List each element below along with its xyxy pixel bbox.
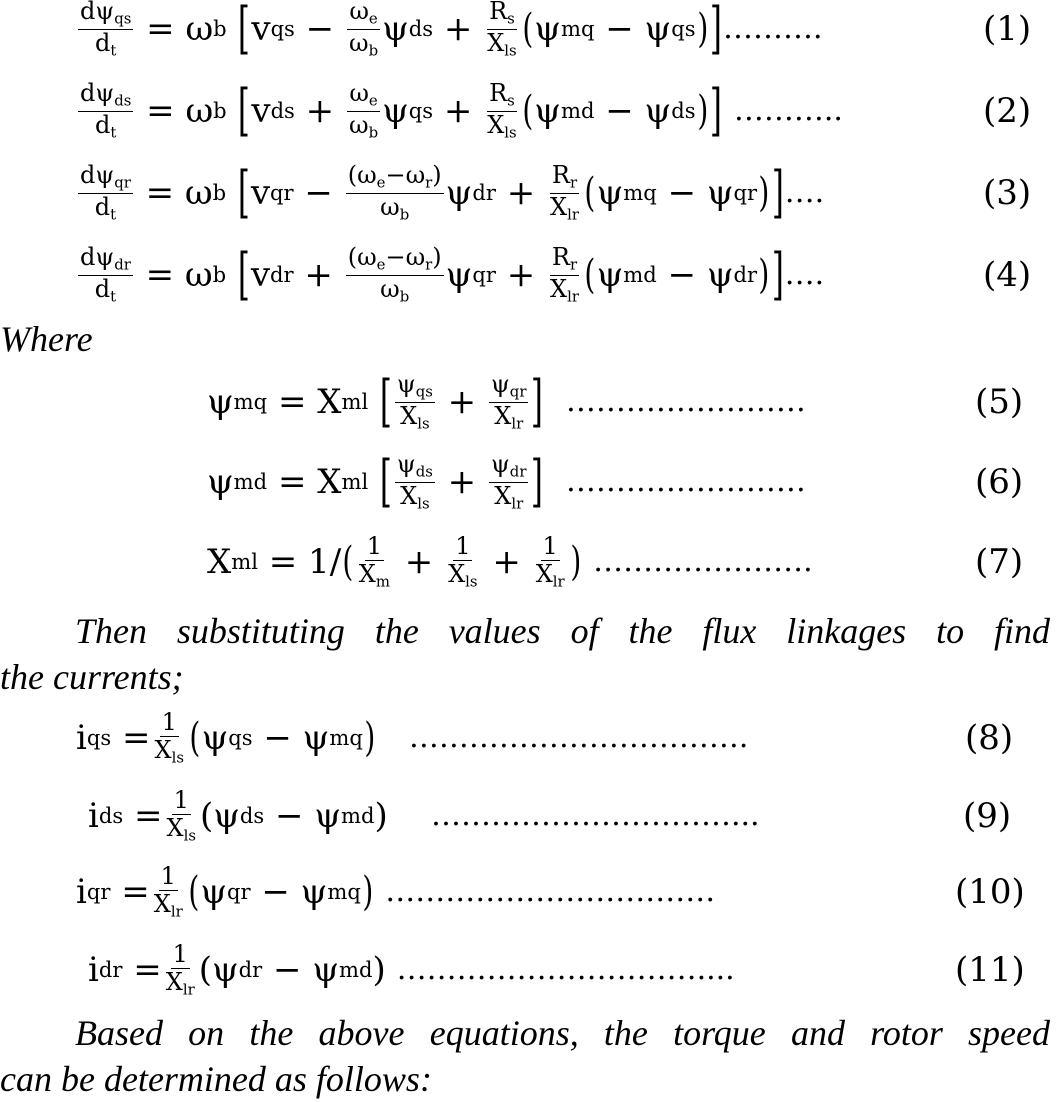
equation-6: ψ md = X ml [ $\frac{\psi_{ds}}{X_{ls}}$ + $\frac{\psi_{dr}}{X_{lr}}$ ] …………………… (6) [207, 448, 1024, 514]
equation-number: (6) [975, 462, 1024, 502]
equation-number: (5) [975, 382, 1024, 422]
equation-10: i qr = $\frac{1}{X_{lr}}$ ( ψ qr − ψ mq ) …………………………… (10) [76, 861, 1025, 921]
equation-number: (7) [975, 542, 1024, 582]
equation-number: (4) [983, 255, 1032, 295]
equation-5: ψ mq = X ml [ $\frac{\psi_{qs}}{X_{ls}}$ + $\frac{\psi_{qr}}{X_{lr}}$ ] …………………… (5) [207, 368, 1024, 434]
equation-number: (1) [983, 9, 1032, 49]
equation-9: i ds = $\frac{1}{X_{ls}}$ (ψ ds − ψ md ) …………………………... (9) [88, 785, 1012, 845]
where-label: Where [0, 319, 93, 359]
leader-dots: …………………… [565, 384, 806, 419]
equation-number: (3) [983, 173, 1032, 213]
equation-number: (10) [955, 872, 1025, 912]
equation-number: (2) [983, 91, 1032, 131]
equation-number: (8) [965, 718, 1014, 758]
equation-1: $\frac{d\psi_{qs}}{d_t}$ = ω b [ v qs − $\frac{\omega_e}{\omega_b}$ ψ ds + $\frac{R_s}{X_{ls}}$ ( ψ mq − ψ qs ) ] ………. (1) [80, 0, 1032, 61]
equation-11: i dr = $\frac{1}{X_{lr}}$ (ψ dr − ψ md ) ………………………….... (11) [88, 939, 1025, 999]
leader-dots: …………………. [593, 544, 813, 579]
leader-dots: …. [784, 175, 825, 210]
paragraph-based-on-line-2: can be determined as follows: [0, 1059, 432, 1099]
equation-3: $\frac{d\psi_{qr}}{d_t}$ = ω b [ v qr − $\frac{(\omega_e-\omega_r)}{\omega_b}$ ψ dr + $\frac{R_r}{X_{lr}}$ ( ψ mq − ψ qr ) ] …. (3) [80, 159, 1032, 225]
equation-7: X ml = 1/ ( $\frac{1}{X_m}$ + $\frac{1}{X_{ls}}$ + $\frac{1}{X_{lr}}$ ) …………………. (7) [207, 531, 1024, 591]
paragraph-based-on-line-1: Based on the above equations, the torque and rotor speed [75, 1013, 1050, 1053]
equation-number: (11) [955, 950, 1025, 990]
equation-2: $\frac{d\psi_{ds}}{d_t}$ = ω b [ v ds + $\frac{\omega_e}{\omega_b}$ ψ qs + $\frac{R_s}{X_{ls}}$ ( ψ md − ψ ds ) ] ……….. (2) [80, 77, 1032, 143]
leader-dots: ………. [723, 11, 823, 46]
leader-dots: ………………………….... [396, 952, 735, 987]
leader-dots: ……….. [733, 93, 843, 128]
leader-dots: …. [784, 257, 825, 292]
leader-dots: …………………………... [430, 798, 760, 833]
paragraph-substituting-line-2: the currents; [0, 657, 184, 697]
equation-number: (9) [963, 796, 1012, 836]
paragraph-substituting-line-1: Then substituting the values of the flux linkages to find [75, 611, 1050, 651]
leader-dots: …………………… [565, 464, 806, 499]
equation-8: i qs = $\frac{1}{X_{ls}}$ ( ψ qs − ψ mq ) ……………………………. (8) [76, 707, 1014, 767]
leader-dots: …………………………… [385, 874, 716, 909]
leader-dots: ……………………………. [408, 720, 749, 755]
equation-4: $\frac{d\psi_{dr}}{d_t}$ = ω b [ v dr + $\frac{(\omega_e-\omega_r)}{\omega_b}$ ψ qr + $\frac{R_r}{X_{lr}}$ ( ψ md − ψ dr ) ] …. (4) [80, 241, 1032, 307]
